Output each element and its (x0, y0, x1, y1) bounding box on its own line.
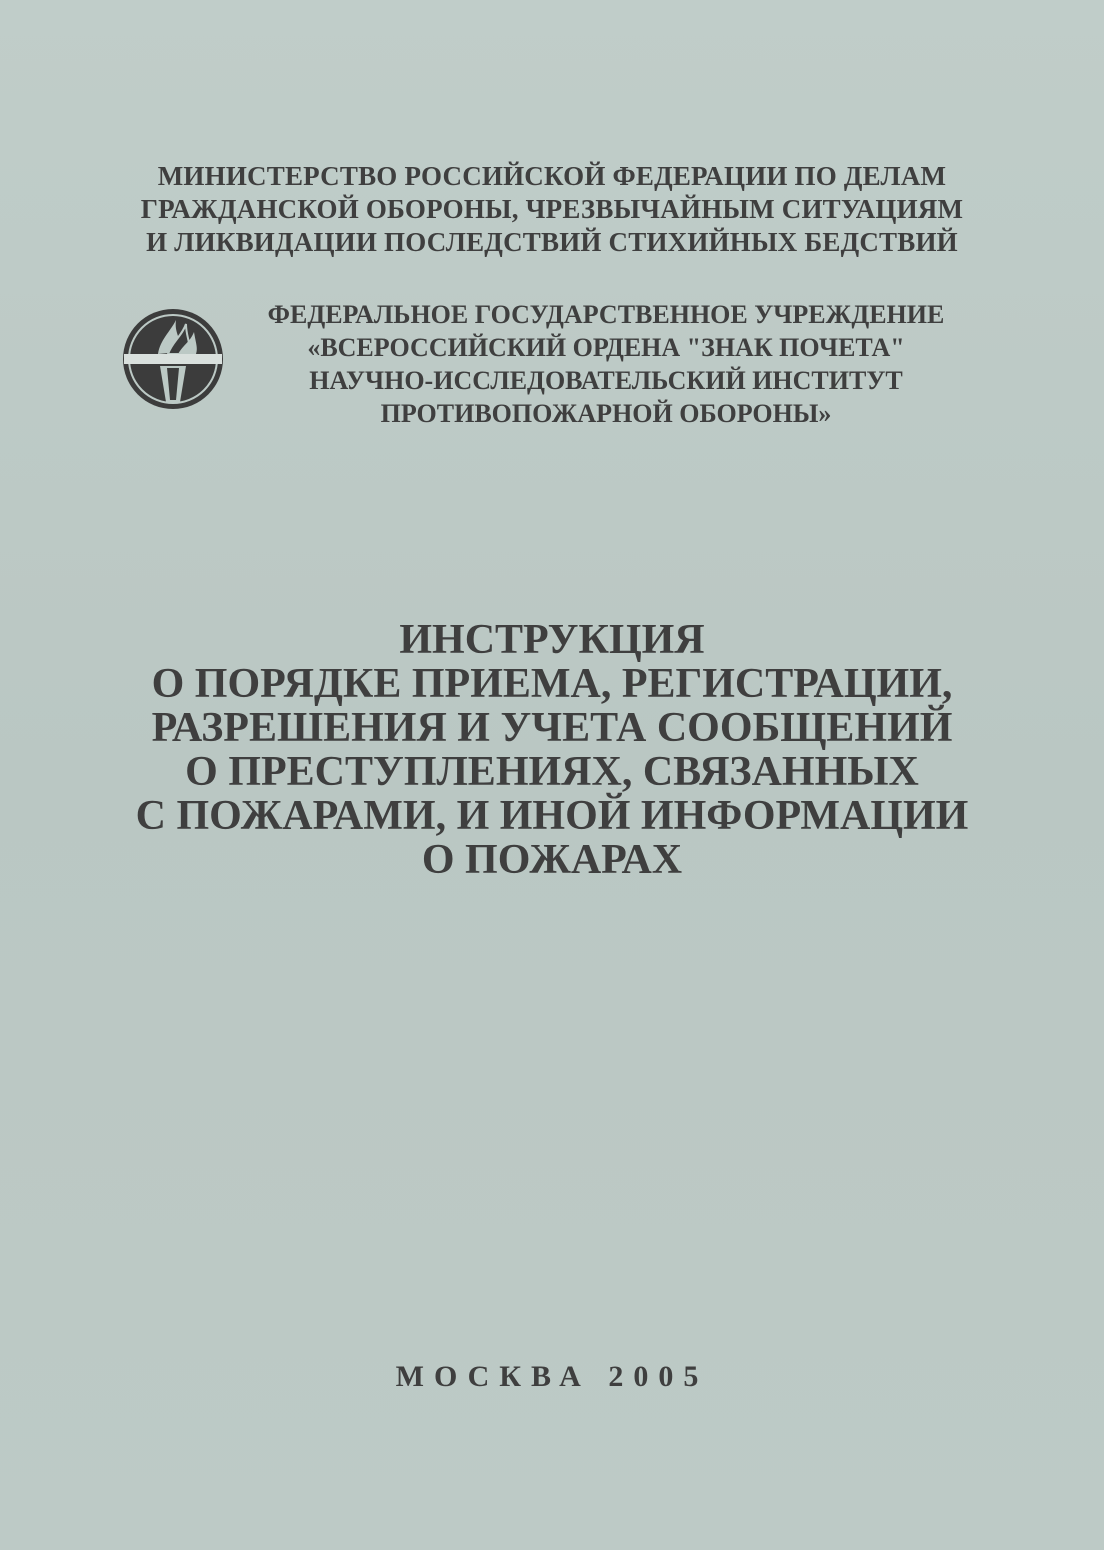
title-line: С ПОЖАРАМИ, И ИНОЙ ИНФОРМАЦИИ (135, 793, 969, 839)
imprint-city-year: МОСКВА 2005 (395, 1360, 709, 1393)
institute-line: НАУЧНО-ИССЛЕДОВАТЕЛЬСКИЙ ИНСТИТУТ (309, 366, 903, 395)
title-line: О ПОРЯДКЕ ПРИЕМА, РЕГИСТРАЦИИ, (151, 661, 953, 707)
title-line: О ПОЖАРАХ (421, 837, 683, 883)
ministry-line: И ЛИКВИДАЦИИ ПОСЛЕДСТВИЙ СТИХИЙНЫХ БЕДСТВИЙ (146, 227, 958, 257)
institute-emblem-icon (118, 304, 228, 414)
institute-name (236, 298, 976, 430)
ministry-line: ГРАЖДАНСКОЙ ОБОРОНЫ, ЧРЕЗВЫЧАЙНЫМ СИТУАЦИЯМ (140, 194, 964, 224)
institute-line: ПРОТИВОПОЖАРНОЙ ОБОРОНЫ» (380, 399, 832, 428)
ministry-line: МИНИСТЕРСТВО РОССИЙСКОЙ ФЕДЕРАЦИИ ПО ДЕЛАМ (157, 161, 947, 191)
ministry-header (0, 160, 1104, 259)
title-line: ИНСТРУКЦИЯ (399, 617, 705, 663)
institute-block (118, 298, 988, 438)
title-line: О ПРЕСТУПЛЕНИЯХ, СВЯЗАННЫХ (185, 749, 919, 795)
institute-line: «ВСЕРОССИЙСКИЙ ОРДЕНА "ЗНАК ПОЧЕТА" (307, 333, 905, 362)
institute-line: ФЕДЕРАЛЬНОЕ ГОСУДАРСТВЕННОЕ УЧРЕЖДЕНИЕ (267, 300, 945, 329)
document-title (0, 618, 1104, 882)
title-line: РАЗРЕШЕНИЯ И УЧЕТА СООБЩЕНИЙ (151, 705, 953, 751)
